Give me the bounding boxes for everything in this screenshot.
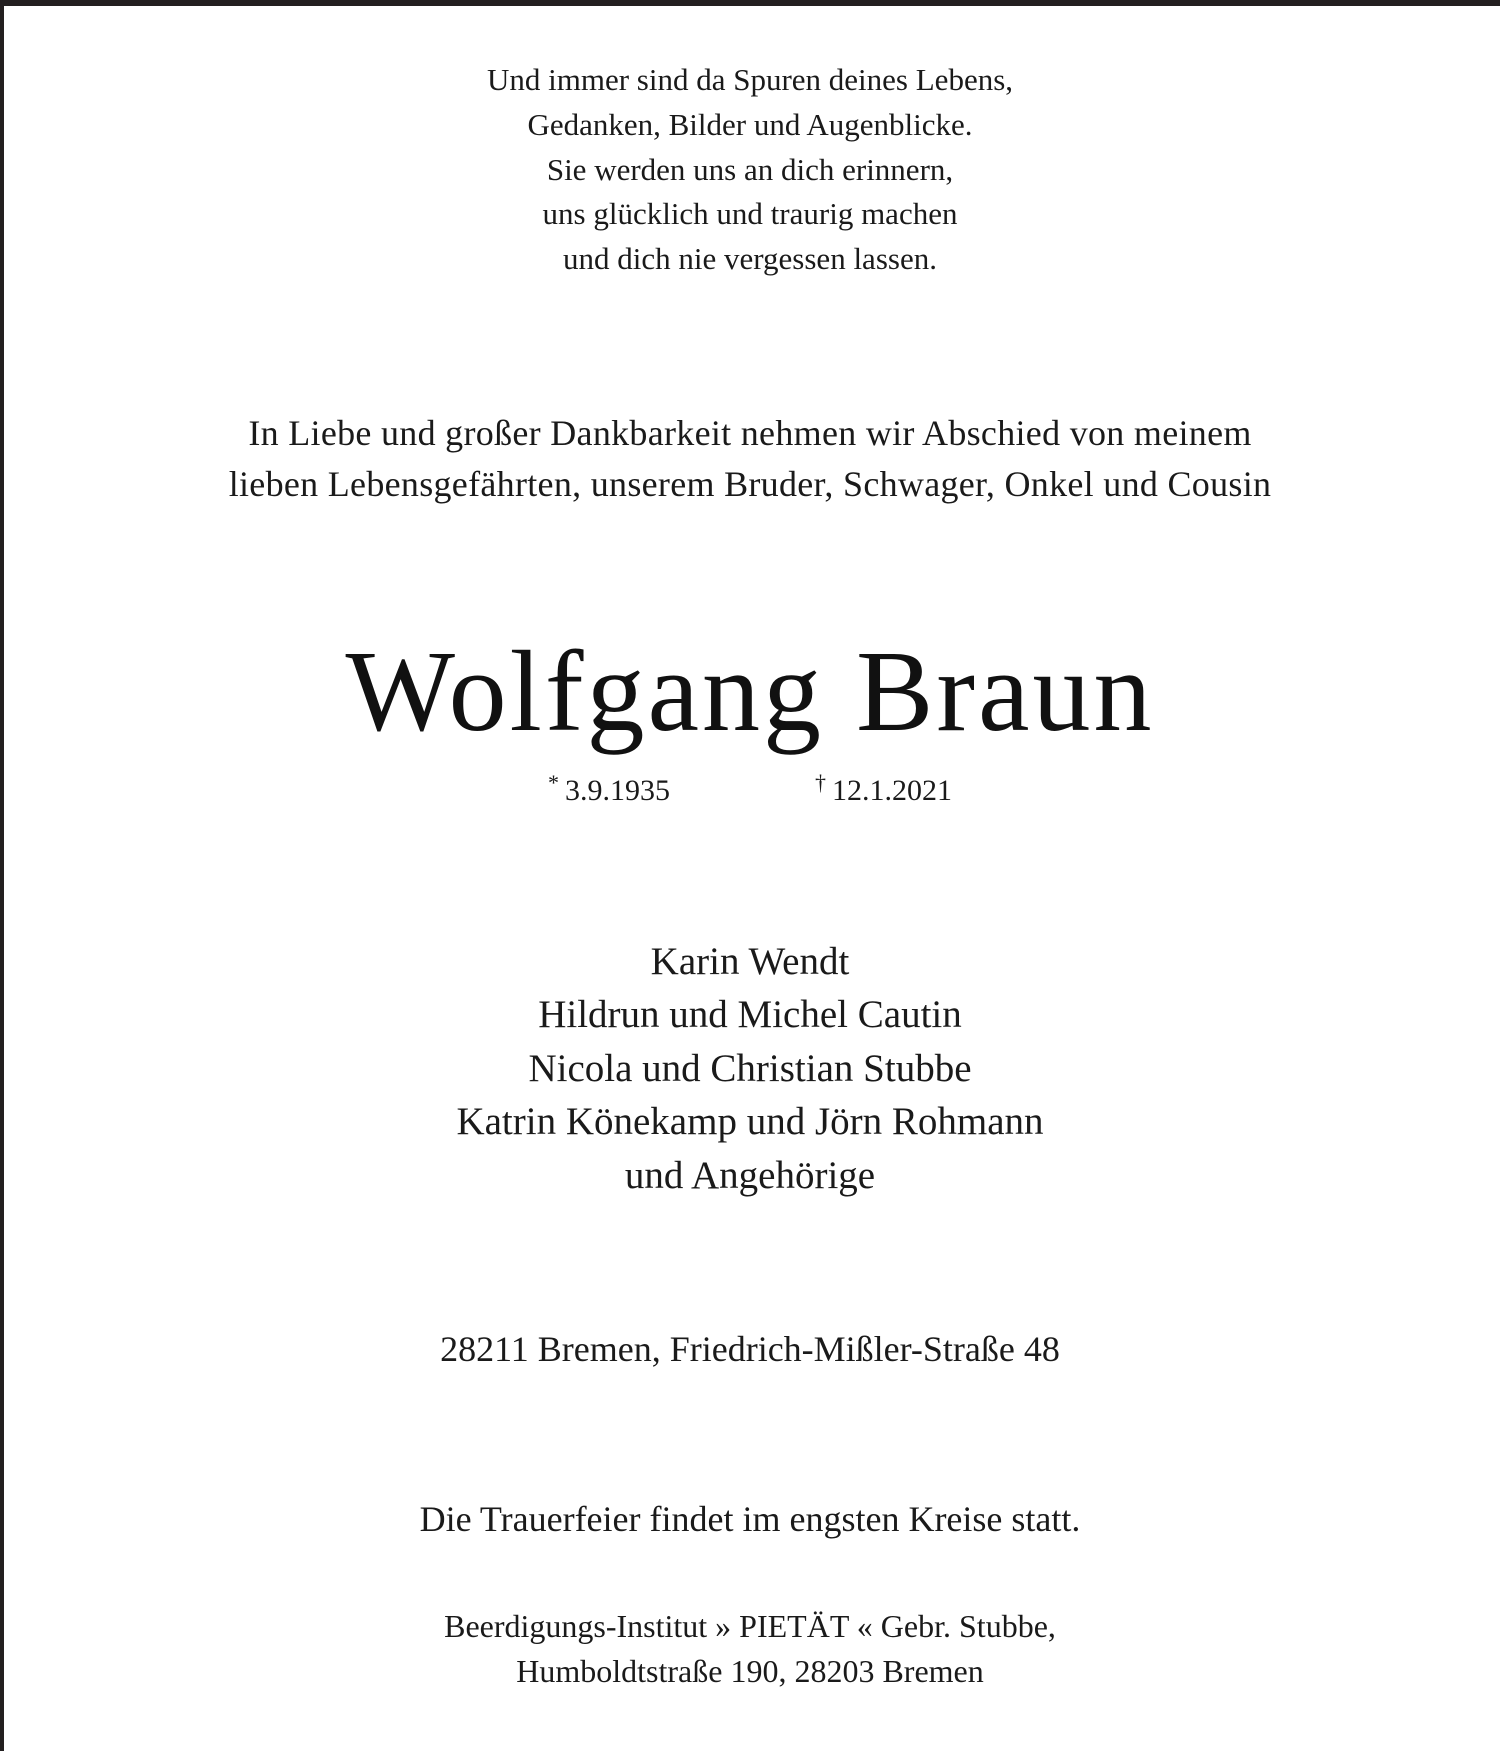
poem-line: und dich nie vergessen lassen. [563, 241, 937, 276]
death-date: 12.1.2021 [832, 774, 952, 807]
poem-line: Sie werden uns an dich erinnern, [546, 152, 954, 187]
birth-symbol: * [548, 770, 559, 795]
poem-line: Gedanken, Bilder und Augenblicke. [527, 107, 973, 142]
mourner: Karin Wendt [650, 940, 850, 983]
mourner: und Angehörige [624, 1154, 876, 1197]
mourner: Hildrun und Michel Cautin [538, 993, 962, 1036]
funeral-home-line: Beerdigungs-Institut » PIETÄT « Gebr. Stubbe, [444, 1608, 1056, 1644]
ceremony-note: Die Trauerfeier findet im engsten Kreise statt. [419, 1499, 1081, 1539]
life-dates [0, 770, 1500, 807]
poem-line: Und immer sind da Spuren deines Lebens, [486, 62, 1014, 97]
mourner: Nicola und Christian Stubbe [528, 1047, 972, 1090]
death-symbol: † [815, 770, 826, 795]
deceased-name: Wolfgang Braun [345, 628, 1155, 756]
birth-date: 3.9.1935 [565, 774, 670, 807]
funeral-home-line: Humboldtstraße 190, 28203 Bremen [516, 1653, 984, 1689]
mourner: Katrin Könekamp und Jörn Rohmann [456, 1100, 1044, 1143]
intro-line: In Liebe und großer Dankbarkeit nehmen wir Abschied von meinem [248, 413, 1252, 453]
poem-line: uns glücklich und traurig machen [542, 196, 958, 231]
intro-line: lieben Lebensgefährten, unserem Bruder, Schwager, Onkel und Cousin [228, 464, 1272, 504]
top-border [0, 0, 1500, 6]
family-address: 28211 Bremen, Friedrich-Mißler-Straße 48 [440, 1329, 1060, 1369]
